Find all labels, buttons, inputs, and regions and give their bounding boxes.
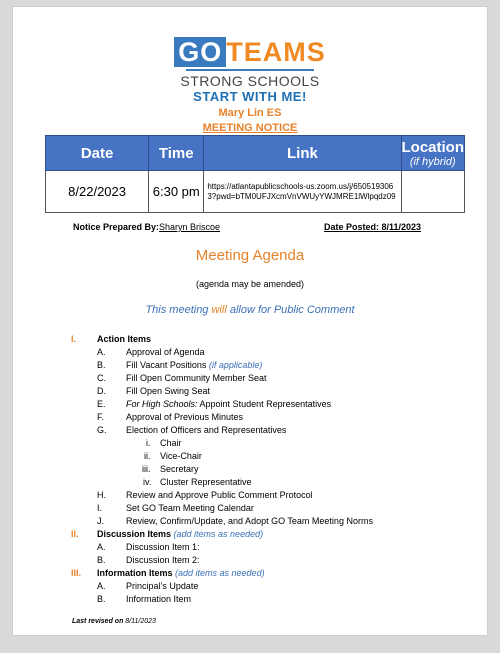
section-1-num: I. (71, 334, 77, 344)
prepared-name: Sharyn Briscoe (159, 222, 221, 232)
pc-post: allow for Public Comment (226, 304, 355, 316)
item-j-text: Review, Confirm/Update, and Adopt GO Team Meeting Norms (126, 516, 373, 526)
item-g-text: Election of Officers and Representatives (126, 425, 287, 435)
s2-item-a-text: Discussion Item 1: (126, 542, 200, 552)
logo-teams: TEAMS (226, 37, 326, 67)
item-g-num: G. (97, 425, 107, 435)
item-j-num: J. (97, 516, 105, 526)
logo-tagline-2: START WITH ME! (193, 89, 307, 104)
item-b-text: Fill Vacant Positions (126, 360, 209, 370)
item-f-num: F. (97, 412, 105, 422)
section-2-num: II. (71, 529, 79, 539)
s3-item-b-num: B. (97, 594, 106, 604)
item-e-num: E. (97, 399, 106, 409)
meeting-table (45, 135, 465, 213)
item-c-num: C. (97, 373, 106, 383)
s2-item-b-num: B. (97, 555, 106, 565)
header-location (401, 136, 465, 171)
notice-title: MEETING NOTICE (202, 122, 298, 134)
sub-iii-text: Secretary (160, 464, 199, 474)
footer-date: 8/11/2023 (123, 618, 156, 625)
cell-location (401, 171, 465, 213)
prepared-by (73, 222, 220, 232)
sub-iv-text: Cluster Representative (160, 477, 252, 487)
item-b (126, 360, 262, 370)
logo-tagline-1: STRONG SCHOOLS (180, 73, 320, 89)
sub-iv-num: iv. (143, 477, 152, 487)
section-2-title: Discussion Items (add items as needed) (97, 529, 264, 539)
section-3-title: Information Items (add items as needed) (97, 568, 265, 578)
school-name: Mary Lin ES (218, 107, 282, 119)
pc-will: will (211, 304, 227, 316)
pc-pre: This meeting (145, 304, 212, 316)
table-header-row (46, 136, 465, 171)
section-1-title: Action Items (97, 334, 152, 344)
header-time: Time (149, 136, 204, 171)
sub-i-text: Chair (160, 438, 182, 448)
sub-i-num: i. (146, 438, 151, 448)
item-e-italic: For High Schools: (126, 399, 198, 409)
header-link: Link (204, 136, 401, 171)
goteams-logo (13, 37, 487, 104)
item-b-num: B. (97, 360, 106, 370)
cell-time: 6:30 pm (149, 171, 204, 213)
s2-item-a-num: A. (97, 542, 106, 552)
document-page (12, 6, 488, 636)
s2-item-b-text: Discussion Item 2: (126, 555, 200, 565)
prepared-label: Notice Prepared By: (73, 222, 160, 232)
header-location-label: Location (401, 138, 464, 156)
item-a-num: A. (97, 347, 106, 357)
footer-label: Last revised on (72, 618, 124, 625)
item-i-text: Set GO Team Meeting Calendar (126, 503, 254, 513)
item-a-text: Approval of Agenda (126, 347, 205, 357)
sub-ii-num: ii. (144, 451, 151, 461)
item-b-note: (if applicable) (208, 360, 263, 370)
item-i-num: I. (97, 503, 103, 513)
item-f-text: Approval of Previous Minutes (126, 412, 244, 422)
header-location-sub: (if hybrid) (409, 155, 456, 168)
footer-revised (72, 618, 156, 625)
amended-note: (agenda may be amended) (195, 279, 305, 289)
s3-item-b-text: Information Item (126, 594, 192, 604)
s3-item-a-num: A. (97, 581, 106, 591)
sub-ii-text: Vice-Chair (160, 451, 202, 461)
s3-item-a-text: Principal’s Update (126, 581, 199, 591)
section-3-note: (add items as needed) (175, 568, 265, 578)
agenda-title: Meeting Agenda (195, 247, 305, 264)
item-c-text: Fill Open Community Member Seat (126, 373, 267, 383)
item-e (126, 399, 331, 409)
cell-link[interactable]: https://atlantapublicschools-us.zoom.us/j/6505193063?pwd=bTM0UFJXcmVnVWUyYWJMRE1lWlpqdz09 (204, 171, 401, 213)
section-3-num: III. (71, 568, 82, 578)
public-comment-note (13, 304, 487, 316)
date-posted: Date Posted: 8/11/2023 (324, 222, 422, 232)
item-d-num: D. (97, 386, 106, 396)
item-h-num: H. (97, 490, 106, 500)
logo-underline (186, 69, 314, 71)
cell-date: 8/22/2023 (46, 171, 149, 213)
section-2-note: (add items as needed) (173, 529, 264, 539)
sub-iii-num: iii. (142, 464, 151, 474)
logo-go: GO (174, 37, 226, 67)
item-h-text: Review and Approve Public Comment Protocol (126, 490, 313, 500)
item-e-text: Appoint Student Representatives (197, 399, 332, 409)
item-d-text: Fill Open Swing Seat (126, 386, 211, 396)
header-date: Date (46, 136, 149, 171)
table-row (46, 171, 465, 213)
